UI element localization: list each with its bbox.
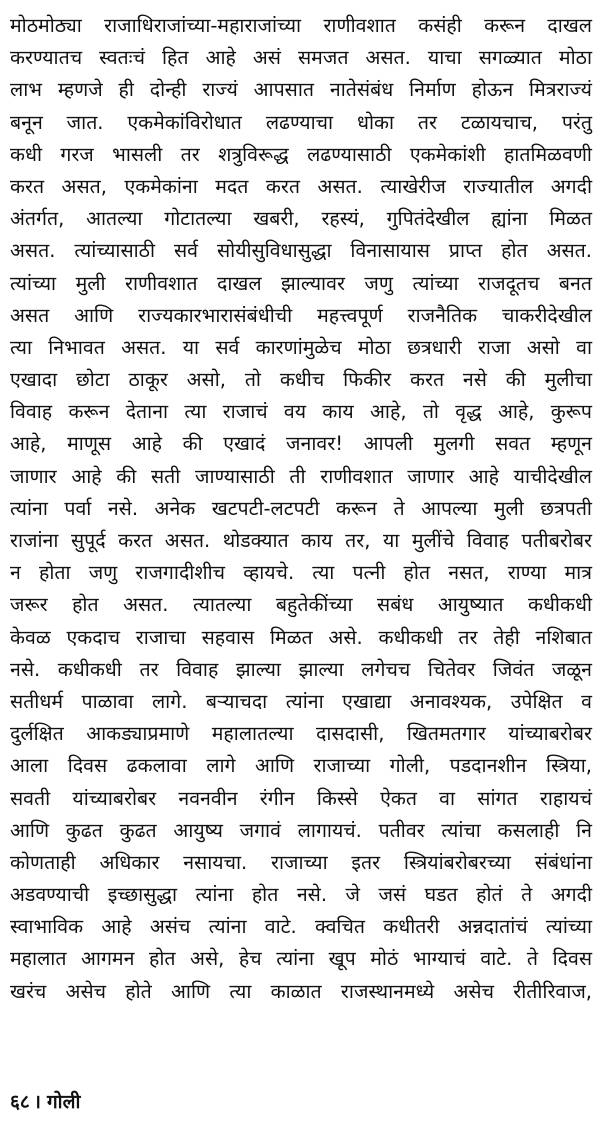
text-line: विवाह करून देताना त्या राजाचं वय काय आहे, तो वृद्ध आहे, कुरूप bbox=[10, 400, 592, 424]
text-line: मोठमोठ्या राजाधिराजांच्या-महाराजांच्या राणीवशात कसंही करून दाखल bbox=[10, 14, 592, 37]
text-line: त्या निभावत असत. या सर्व कारणांमुळेच मोठा छत्रधारी राजा असो वा bbox=[10, 335, 592, 359]
text-line: महालात आगमन होत असे, हेच त्यांना खूप मोठं भाग्याचं वाटे. ते दिवस bbox=[10, 947, 592, 971]
text-line: सतीधर्म पाळावा लागे. बऱ्याचदा त्यांना एखाद्या अनावश्यक, उपेक्षित व bbox=[10, 689, 592, 713]
text-line: त्यांच्या मुली राणीवशात दाखल झाल्यावर जणु त्यांच्या राजदूतच बनत bbox=[10, 271, 592, 295]
text-line: आला दिवस ढकलावा लागे आणि राजाच्या गोली, पडदानशीन स्त्रिया, bbox=[10, 754, 592, 778]
text-line: कधी गरज भासली तर शत्रुविरूद्ध लढण्यासाठी एकमेकांशी हातमिळवणी bbox=[10, 142, 592, 166]
text-line: जरूर होत असत. त्यातल्या बहुतेकींच्या सबंध आयुष्यात कधीकधी bbox=[10, 593, 592, 617]
text-line: करत असत, एकमेकांना मदत करत असत. त्याखेरीज राज्यातील अगदी bbox=[10, 174, 592, 198]
text-line: अडवण्याची इच्छासुद्धा त्यांना होत नसे. जे जसं घडत होतं ते अगदी bbox=[10, 883, 592, 907]
text-line: करण्यातच स्वतःचं हित आहे असं समजत असत. याचा सगळ्यात मोठा bbox=[10, 46, 592, 70]
text-line: न होता जणु राजगादीशीच व्हायचे. त्या पत्नी होत नसत, राण्या मात्र bbox=[10, 561, 592, 585]
text-line: स्वाभाविक आहे असंच त्यांना वाटे. क्वचित कधीतरी अन्नदातांचं त्यांच्या bbox=[10, 915, 592, 939]
text-line: आहे, माणूस आहे की एखादं जनावर! आपली मुलगी सवत म्हणून bbox=[10, 432, 592, 456]
text-line: दुर्लक्षित आकड्याप्रमाणे महालातल्या दासदासी, खितमतगार यांच्याबरोबर bbox=[10, 722, 592, 746]
text-line: असत आणि राज्यकारभारासंबंधीची महत्त्वपूर्ण राजनैतिक चाकरीदेखील bbox=[10, 303, 592, 327]
text-line: नसे. कधीकधी तर विवाह झाल्या झाल्या लगेचच चितेवर जिवंत जळून bbox=[10, 657, 592, 681]
page-footer bbox=[10, 1087, 80, 1117]
text-line: त्यांना पर्वा नसे. अनेक खटपटी-लटपटी करून ते आपल्या मुली छत्रपती bbox=[10, 496, 592, 520]
text-line: आणि कुढत कुढत आयुष्य जगावं लागायचं. पतीवर त्यांचा कसलाही नि bbox=[10, 818, 592, 842]
text-line: अंतर्गत, आतल्या गोटातल्या खबरी, रहस्यं, गुपितंदेखील ह्यांना मिळत bbox=[10, 207, 592, 231]
text-line: जाणार आहे की सती जाण्यासाठी ती राणीवशात जाणार आहे याचीदेखील bbox=[10, 464, 592, 488]
body-text bbox=[10, 10, 592, 1008]
book-title: गोली bbox=[46, 1091, 81, 1113]
text-line: कोणताही अधिकार नसायचा. राजाच्या इतर स्त्रियांबरोबरच्या संबंधांना bbox=[10, 850, 592, 874]
text-line: खरंच असेच होते आणि त्या काळात राजस्थानमध्ये असेच रीतीरिवाज, bbox=[10, 979, 592, 1003]
text-line: असत. त्यांच्यासाठी सर्व सोयीसुविधासुद्धा विनासायास प्राप्त होत असत. bbox=[10, 239, 592, 263]
footer-separator: । bbox=[33, 1091, 41, 1113]
text-line: एखादा छोटा ठाकूर असो, तो कधीच फिकीर करत नसे की मुलीचा bbox=[10, 368, 592, 392]
text-line: सवती यांच्याबरोबर नवनवीन रंगीन किस्से ऐकत वा सांगत राहायचं bbox=[10, 786, 592, 810]
text-line: केवळ एकदाच राजाचा सहवास मिळत असे. कधीकधी तर तेही नशिबात bbox=[10, 625, 592, 649]
text-line: राजांना सुपूर्द करत असत. थोडक्यात काय तर, या मुलींचे विवाह पतीबरोबर bbox=[10, 529, 592, 552]
text-line: लाभ म्हणजे ही दोन्ही राज्यं आपसात नातेसंबंध निर्माण होऊन मित्रराज्यं bbox=[10, 78, 592, 102]
text-line: बनून जात. एकमेकांविरोधात लढण्याचा धोका तर टळायचाच, परंतु bbox=[10, 110, 592, 134]
page-number: ६८ bbox=[10, 1091, 30, 1113]
